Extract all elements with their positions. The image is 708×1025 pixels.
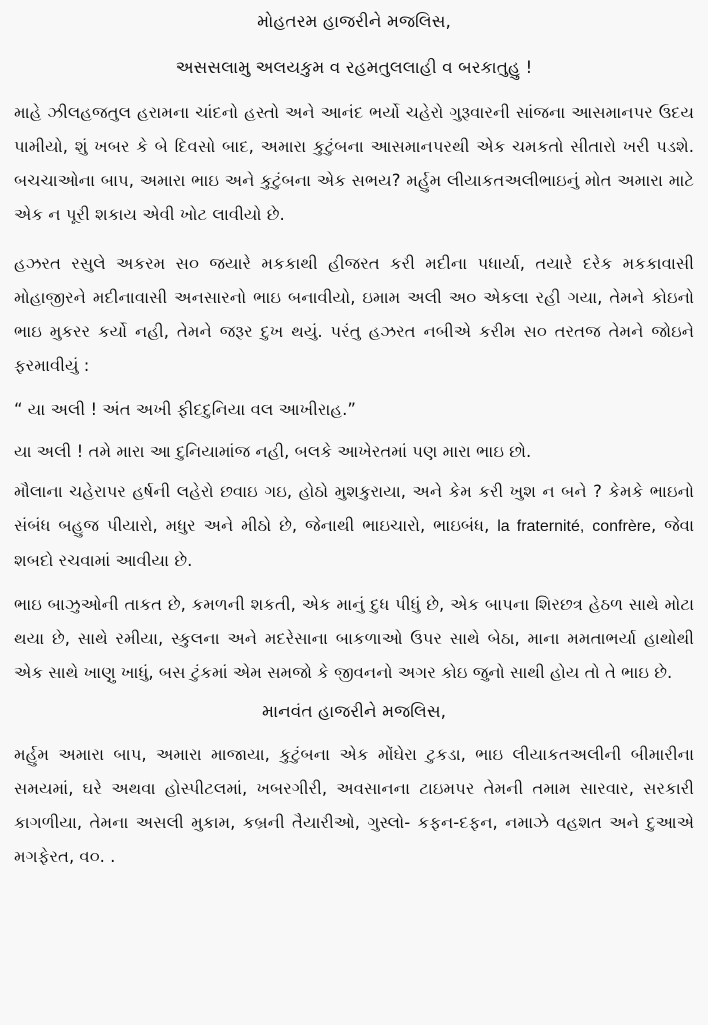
salutation-2: માનવંત હાજરીને મજલિસ,	[261, 702, 447, 722]
paragraph-4-text: મૌલાના ચહેરાપર હર્ષની લહેરો છવાઇ ગઇ, હોઠો મુશકુરાયા, અને કેમ કરી ખુશ ન બને ? કેમકે ભાઇનો સંબંધ બહુજ પીયારો, મધુર અને મીઠો છે, જેનાથી ભાઇચારો, ભાઇબંધ,	[14, 482, 694, 535]
paragraph-4-end: , જેવા શબદો રચવામાં આવીયા છે.	[14, 516, 695, 570]
paragraph-1: માહે ઝીલહજતુલ હરામના ચાંદનો હસ્તો અને આનંદ ભર્યો ચહેરો ગુરૂવારની સાંજના આસમાનપર ઉદય પામીયો, શું ખબર કે બે દિવસો બાદ, અમારા કુટુંબના આસમાનપરથી એક ચમકતો સીતારો ખરી પડશે. બચચાઓના બાપ, અમારા ભાઇ અને કુટુંબના એક સભય? મર્હુમ લીયાકતઅલીભાઇનું મોત અમારા માટે એક ન પૂરી શકાય એવી ખોટ લાવીયો છે.	[14, 103, 694, 224]
latin-term-confrere: confrère	[592, 518, 651, 535]
paragraph-6: મર્હુમ અમારા બાપ, અમારા માજાયા, કુટુંબના એક મોંઘેરા ટુકડા, ભાઇ લીયાકતઅલીની બીમારીના સમયમાં, ઘરે અથવા હોસ્પીટલમાં, ખબરગીરી, અવસાનના ટાઇમપર તેમની તમામ સારવાર, સરકારી કાગળીયા, તેમના અસલી મુકામ, કબ્રની તૈયારીઓ, ગુસ્લો- કફન-દફન, નમાઝે વહશત અને દુઆએ મગફેરત, વ૦. .	[14, 745, 694, 866]
paragraph-3: યા અલી ! તમે મારા આ દુનિયામાંજ નહી, બલકે આખેરતમાં પણ મારા ભાઇ છો.	[14, 442, 532, 461]
latin-term-fraternite: la fraternité	[497, 518, 580, 535]
paragraph-2: હઝરત રસુલે અકરમ સ૦ જયારે મકકાથી હીજરત કરી મદીના પધાર્યા, તયારે દરેક મકકાવાસી મોહાજીરને મદીનાવાસી અનસારનો ભાઇ બનાવીયો, ઇમામ અલી અ૦ એકલા રહી ગયા, તેમને કોઇનો ભાઇ મુકરર કર્યો નહી, તેમને જરૂર દુખ થયું. પરંતુ હઝરત નબીએ કરીમ સ૦ તરતજ તેમને જોઇને ફરમાવીયું :	[14, 254, 694, 375]
paragraph-4	[14, 475, 694, 578]
latin-comma: ,	[579, 518, 585, 535]
paragraph-5: ભાઇ બાઝુઓની તાકત છે, કમળની શકતી, એક માનું દુધ પીધું છે, એક બાપના શિરછત્ર હેઠળ સાથે મોટા થયા છે, સાથે રમીયા, સ્કુલના અને મદરેસાના બાકળાઓ ઉપર સાથે બેઠા, માના મમતાભર્યા હાથોથી એક સાથે ખાણુ ખાધું, બસ ટુંકમાં એમ સમજો કે જીવનનો અગર કોઇ જુનો સાથી હોય તો તે ભાઇ છે.	[14, 595, 694, 682]
quote-line: “ યા અલી ! અંત અખી ફીદદુનિયા વલ આખીરાહ.”	[14, 400, 356, 419]
salutation: મોહતરમ હાજરીને મજલિસ,	[257, 12, 451, 32]
greeting: અસસલામુ અલયકુમ વ રહમતુલલાહી વ બરકાતુહુ !	[175, 58, 533, 78]
